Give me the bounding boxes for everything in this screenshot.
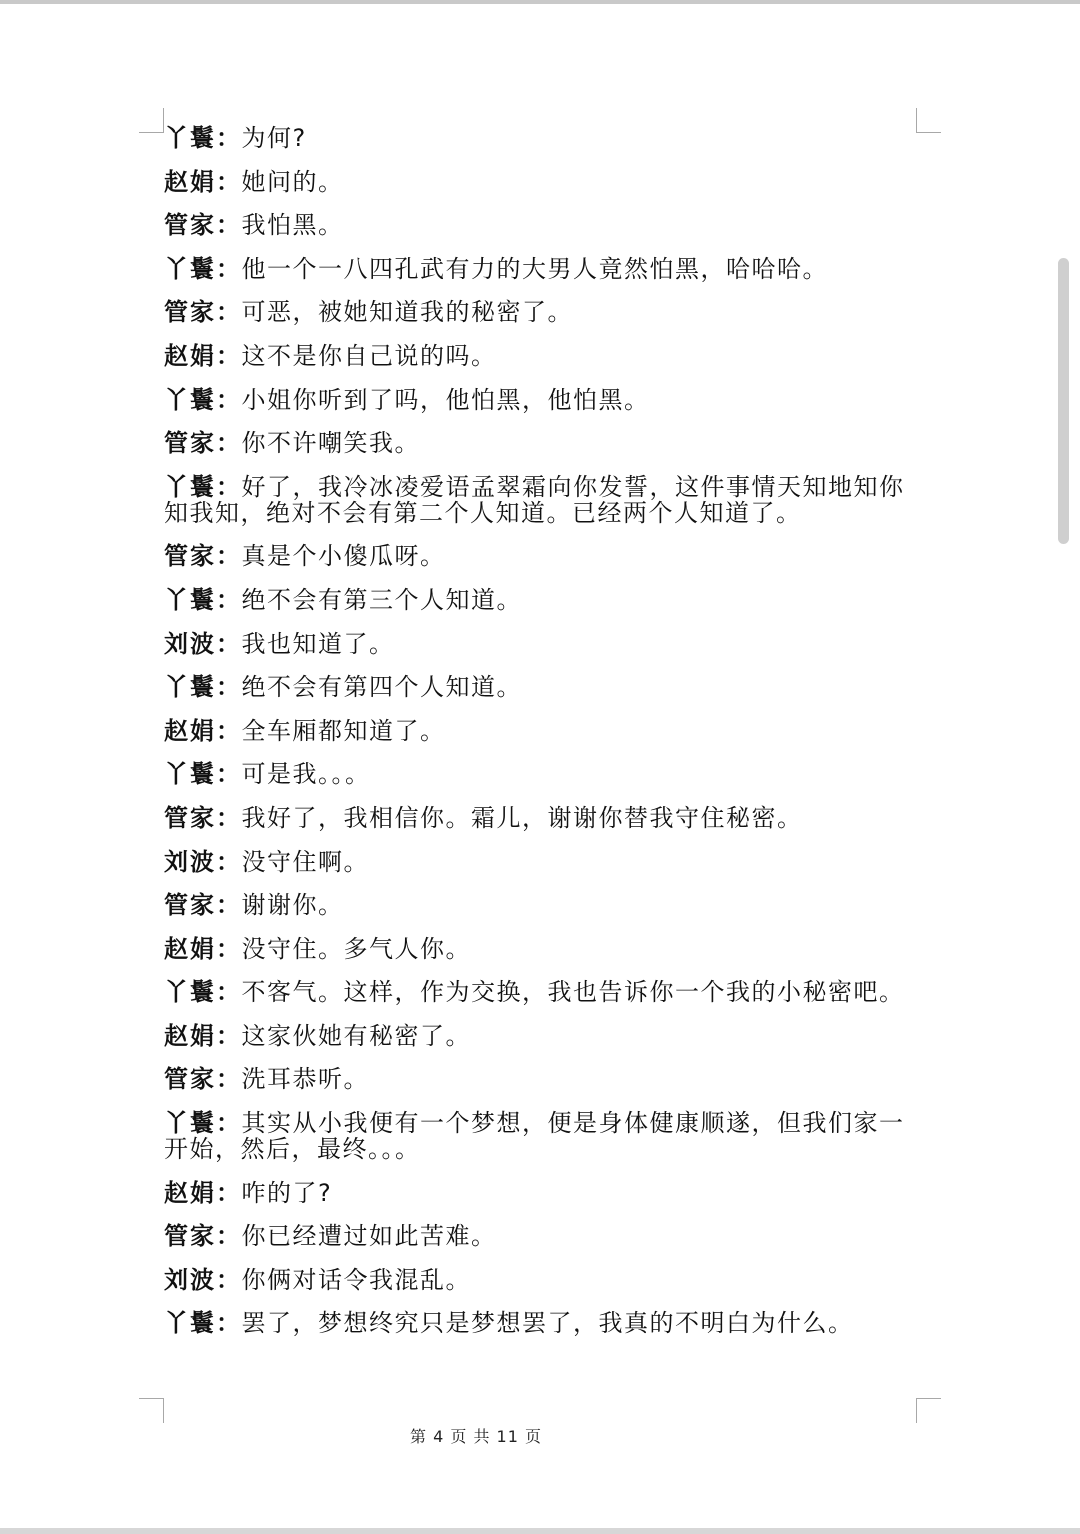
speaker-name: 丫鬟 [164, 585, 216, 614]
speaker-name: 刘波 [164, 847, 216, 876]
dialogue-line [164, 979, 920, 1005]
speaker-name: 管家 [164, 1065, 216, 1094]
speaker-name: 丫鬟 [164, 472, 216, 501]
speaker-colon: ： [216, 472, 242, 501]
speaker-colon: ： [216, 1021, 242, 1050]
dialogue-text: 其实从小我便有一个梦想，便是身体健康顺遂，但我们家一开始，然后，最终。。。 [164, 1109, 905, 1164]
speaker-colon: ： [216, 124, 242, 152]
dialogue-text: 没守住啊。 [241, 847, 369, 876]
speaker-colon: ： [216, 891, 242, 920]
dialogue-line [164, 1023, 920, 1049]
dialogue-text: 可恶，被她知道我的秘密了。 [241, 298, 573, 327]
speaker-name: 丫鬟 [164, 673, 216, 702]
speaker-name: 赵娟 [164, 1021, 216, 1050]
speaker-name: 管家 [164, 298, 216, 327]
speaker-colon: ： [216, 341, 242, 370]
dialogue-text: 为何? [241, 124, 307, 152]
dialogue-text: 真是个小傻瓜呀。 [241, 542, 446, 571]
speaker-name: 管家 [164, 542, 216, 571]
dialogue-line [164, 674, 920, 700]
dialogue-text: 绝不会有第四个人知道。 [241, 673, 522, 702]
speaker-name: 管家 [164, 211, 216, 240]
speaker-colon: ： [216, 1309, 242, 1338]
speaker-colon: ： [216, 716, 242, 745]
dialogue-line [164, 805, 920, 831]
speaker-colon: ： [216, 542, 242, 571]
dialogue-text: 可是我。。。 [241, 760, 371, 789]
speaker-colon: ： [216, 934, 242, 963]
speaker-colon: ： [216, 429, 242, 458]
vertical-scrollbar-thumb[interactable] [1058, 258, 1069, 544]
dialogue-text: 绝不会有第三个人知道。 [241, 585, 522, 614]
window-bottom-border [0, 1528, 1080, 1534]
dialogue-line [164, 299, 920, 325]
dialogue-text: 我也知道了。 [241, 629, 395, 658]
dialogue-line [164, 587, 920, 613]
speaker-name: 赵娟 [164, 934, 216, 963]
page-number-text: 第 4 页 共 11 页 [410, 1427, 542, 1446]
dialogue-text: 她问的。 [241, 167, 344, 196]
dialogue-line [164, 1066, 920, 1092]
dialogue-line [164, 212, 920, 238]
dialogue-text: 没守住。多气人你。 [241, 934, 471, 963]
speaker-colon: ： [216, 254, 242, 283]
dialogue-line [164, 543, 920, 569]
dialogue-line [164, 849, 920, 875]
speaker-name: 丫鬟 [164, 1109, 216, 1138]
dialogue-text: 我好了，我相信你。霜儿，谢谢你替我守住秘密。 [241, 803, 803, 832]
speaker-name: 丫鬟 [164, 760, 216, 789]
dialogue-text: 小姐你听到了吗，他怕黑，他怕黑。 [241, 385, 650, 414]
speaker-name: 赵娟 [164, 341, 216, 370]
dialogue-text: 全车厢都知道了。 [241, 716, 446, 745]
dialogue-text: 你不许嘲笑我。 [241, 429, 420, 458]
speaker-colon: ： [216, 1222, 242, 1251]
speaker-colon: ： [216, 629, 242, 658]
dialogue-text: 他一个一八四孔武有力的大男人竟然怕黑，哈哈哈。 [241, 254, 828, 283]
speaker-name: 丫鬟 [164, 124, 216, 152]
dialogue-text: 不客气。这样，作为交换，我也告诉你一个我的小秘密吧。 [241, 978, 905, 1007]
dialogue-line [164, 1223, 920, 1249]
dialogue-line [164, 1267, 920, 1293]
speaker-colon: ： [216, 1065, 242, 1094]
dialogue-text: 好了，我冷冰凌爱语孟翠霜向你发誓，这件事情天知地知你知我知，绝对不会有第二个人知道。已经两个人知道了。 [164, 472, 905, 527]
speaker-colon: ： [216, 847, 242, 876]
dialogue-line [164, 430, 920, 456]
dialogue-line [164, 892, 920, 918]
dialogue-text: 咋的了? [241, 1178, 333, 1207]
speaker-colon: ： [216, 167, 242, 196]
dialogue-text: 你已经遭过如此苦难。 [241, 1222, 497, 1251]
dialogue-text: 谢谢你。 [241, 891, 344, 920]
dialogue-line [164, 256, 920, 282]
speaker-name: 管家 [164, 1222, 216, 1251]
speaker-colon: ： [216, 211, 242, 240]
dialogue-line [164, 343, 920, 369]
dialogue-line [164, 1180, 920, 1206]
speaker-name: 刘波 [164, 1265, 216, 1294]
dialogue-line [164, 1310, 920, 1336]
speaker-colon: ： [216, 760, 242, 789]
speaker-name: 赵娟 [164, 167, 216, 196]
speaker-name: 丫鬟 [164, 385, 216, 414]
speaker-colon: ： [216, 1178, 242, 1207]
speaker-colon: ： [216, 1265, 242, 1294]
speaker-name: 管家 [164, 891, 216, 920]
page-corner-mark-bottom-right [916, 1398, 941, 1423]
dialogue-line [164, 718, 920, 744]
speaker-name: 管家 [164, 429, 216, 458]
page-corner-mark-top-left [139, 108, 164, 133]
dialogue-text: 这家伙她有秘密了。 [241, 1021, 471, 1050]
speaker-name: 赵娟 [164, 716, 216, 745]
dialogue-line [164, 387, 920, 413]
speaker-name: 赵娟 [164, 1178, 216, 1207]
document-body [164, 125, 920, 1354]
speaker-name: 丫鬟 [164, 254, 216, 283]
speaker-colon: ： [216, 803, 242, 832]
dialogue-line [164, 169, 920, 195]
dialogue-text: 我怕黑。 [241, 211, 344, 240]
page-corner-mark-bottom-left [139, 1398, 164, 1423]
speaker-colon: ： [216, 1109, 242, 1138]
speaker-colon: ： [216, 673, 242, 702]
dialogue-line [164, 936, 920, 962]
window-top-border [0, 0, 1080, 4]
speaker-colon: ： [216, 385, 242, 414]
dialogue-text: 你俩对话令我混乱。 [241, 1265, 471, 1294]
dialogue-line [164, 474, 920, 526]
speaker-colon: ： [216, 585, 242, 614]
dialogue-line [164, 1110, 920, 1162]
dialogue-text: 罢了，梦想终究只是梦想罢了，我真的不明白为什么。 [241, 1309, 854, 1338]
speaker-name: 刘波 [164, 629, 216, 658]
speaker-name: 丫鬟 [164, 1309, 216, 1338]
speaker-colon: ： [216, 298, 242, 327]
speaker-name: 丫鬟 [164, 978, 216, 1007]
dialogue-text: 洗耳恭听。 [241, 1065, 369, 1094]
speaker-name: 管家 [164, 803, 216, 832]
dialogue-line [164, 761, 920, 787]
dialogue-line [164, 125, 920, 151]
speaker-colon: ： [216, 978, 242, 1007]
dialogue-line [164, 631, 920, 657]
dialogue-text: 这不是你自己说的吗。 [241, 341, 497, 370]
